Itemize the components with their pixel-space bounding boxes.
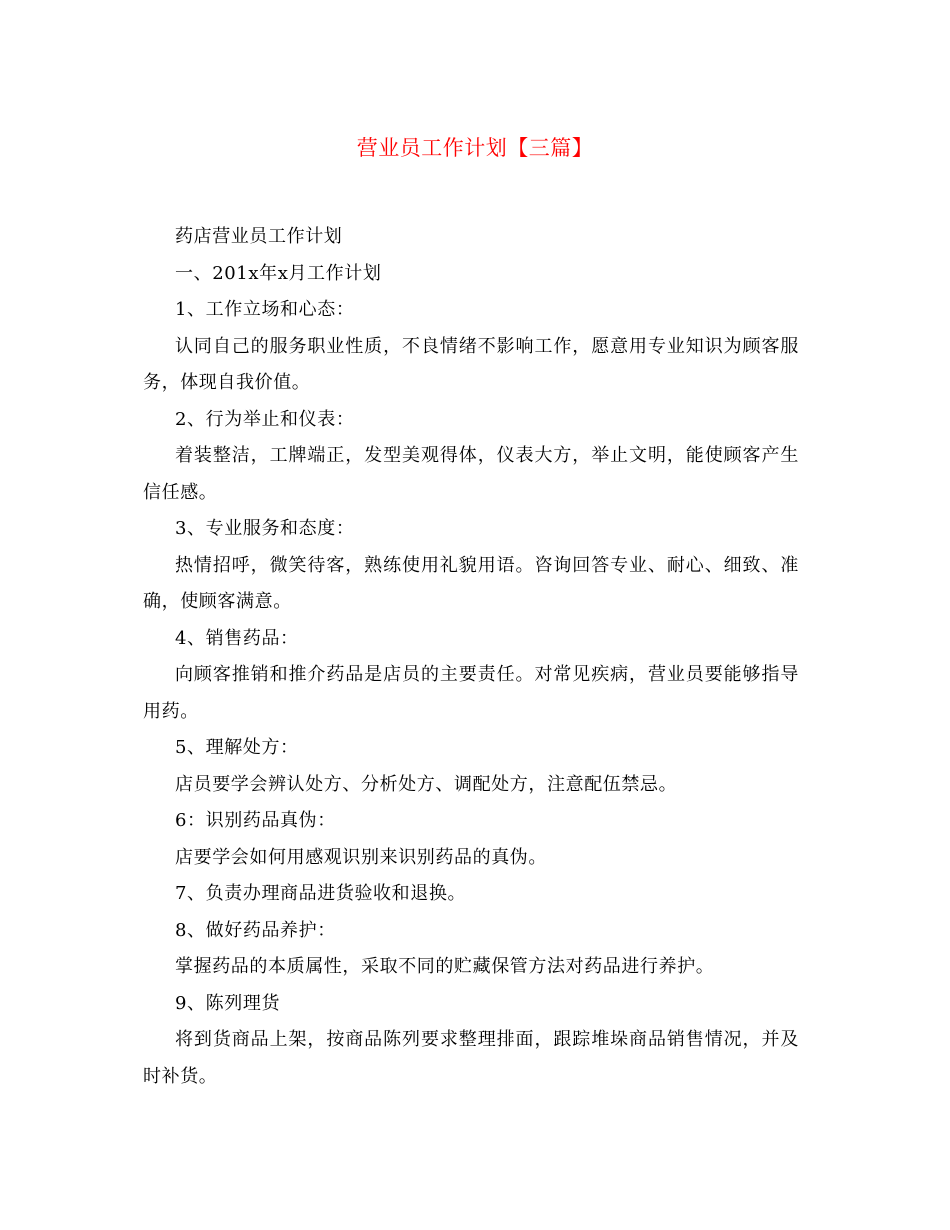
item-heading: 5、理解处方： (175, 737, 299, 758)
item-paragraph: 认同自己的服务职业性质，不良情绪不影响工作，愿意用专业知识为顾客服务，体现自我价值。 (143, 335, 799, 393)
item-heading: 6：识别药品真伪： (175, 810, 336, 831)
item-paragraph: 店员要学会辨认处方、分析处方、调配处方，注意配伍禁忌。 (175, 773, 678, 795)
item-heading: 4、销售药品： (175, 627, 299, 649)
item-paragraph: 店要学会如何用感观识别来识别药品的真伪。 (175, 846, 547, 868)
item-paragraph: 向顾客推销和推介药品是店员的主要责任。对常见疾病，营业员要能够指导用药。 (143, 664, 799, 722)
item-paragraph: 将到货商品上架，按商品陈列要求整理排面，跟踪堆垛商品销售情况，并及时补货。 (143, 1029, 799, 1087)
item-paragraph: 掌握药品的本质属性，采取不同的贮藏保管方法对药品进行养护。 (175, 956, 715, 977)
item-heading: 8、做好药品养护： (175, 919, 336, 941)
item-paragraph: 着装整洁，工牌端正，发型美观得体，仪表大方，举止文明，能使顾客产生信任感。 (143, 445, 799, 503)
document-body (143, 219, 799, 1095)
item-heading: 7、负责办理商品进货验收和退换。 (175, 883, 467, 904)
item-paragraph: 热情招呼，微笑待客，熟练使用礼貌用语。咨询回答专业、耐心、细致、准确，使顾客满意。 (143, 554, 799, 612)
item-heading: 9、陈列理货 (175, 992, 281, 1014)
subsection-heading: 一、201x年x月工作计划 (175, 262, 382, 284)
document-title: 营业员工作计划【三篇】 (356, 136, 594, 160)
item-heading: 2、行为举止和仪表： (175, 408, 355, 430)
item-heading: 3、专业服务和态度： (175, 518, 355, 539)
item-heading: 1、工作立场和心态： (175, 299, 355, 320)
section-heading: 药店营业员工作计划 (175, 226, 343, 247)
